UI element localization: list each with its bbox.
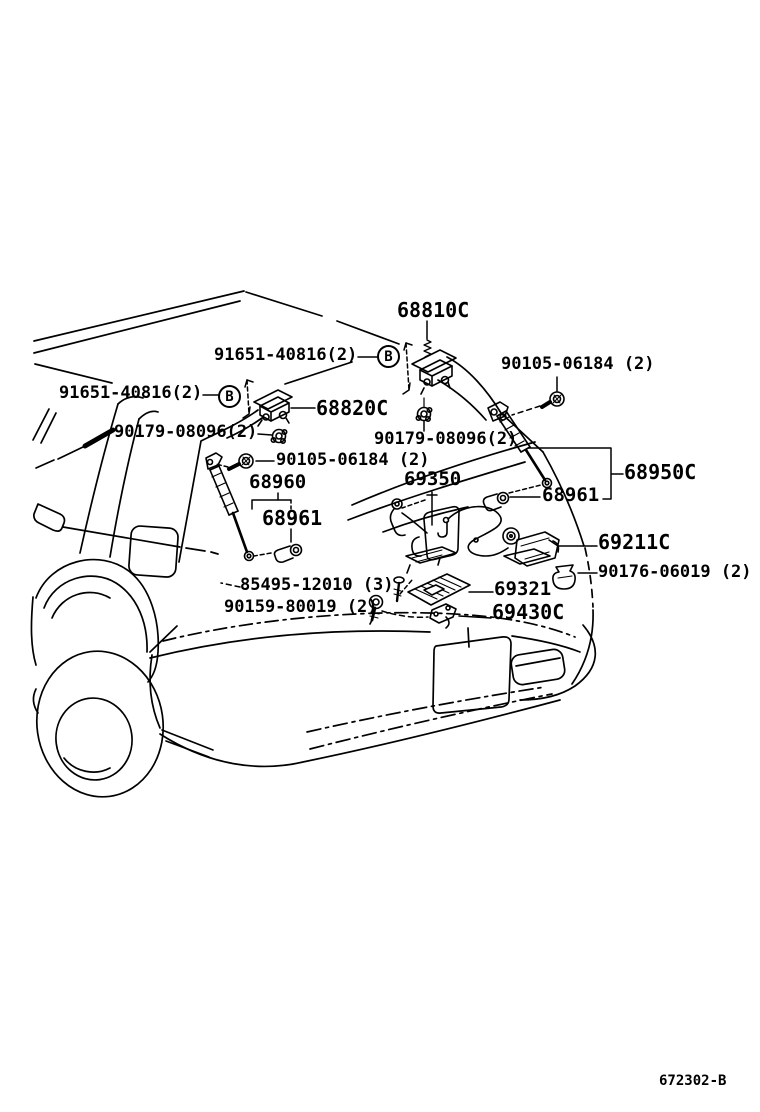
- bumper-bottom: [160, 700, 560, 766]
- part-label-69321: 69321: [494, 578, 552, 600]
- leader-90179-left: [258, 434, 272, 435]
- door-handle: [34, 504, 65, 531]
- part-label-68960: 68960: [249, 471, 307, 493]
- part-label-91651-top: 91651-40816(2): [214, 345, 358, 365]
- part-label-68820c: 68820C: [316, 396, 389, 420]
- left-body-edge: [31, 597, 36, 665]
- part-label-90179-right: 90179-08096(2): [374, 429, 518, 449]
- part-label-69211c: 69211C: [598, 530, 671, 554]
- right-hinge-68810c-drawing: [412, 340, 456, 394]
- clip-nut-left-drawing: [271, 430, 286, 444]
- part-label-68810c: 68810C: [397, 298, 470, 322]
- license-plate-recess: [433, 637, 511, 713]
- striker-69430c-drawing: [430, 604, 456, 628]
- belt-trim-thin: [36, 447, 83, 468]
- wheel-rim: [51, 693, 138, 785]
- roof-rail-far: [246, 292, 399, 344]
- bumper-top-right: [512, 636, 580, 652]
- part-label-69350: 69350: [404, 468, 462, 490]
- roof-rail-near-inner: [34, 301, 240, 353]
- part-label-90176: 90176-06019 (2): [598, 562, 752, 582]
- dash-68961-left: [254, 553, 271, 556]
- callout-marker-b-right: B: [377, 345, 400, 368]
- fender-arch-lip: [44, 576, 147, 652]
- rocker-lines: [162, 730, 213, 757]
- leader-69350: [427, 492, 437, 525]
- right-bumper-corner: [572, 610, 593, 684]
- lock-69350-drawing: [390, 499, 459, 573]
- pillar-slashes: [33, 409, 56, 443]
- part-label-90159: 90159-80019 (2): [224, 597, 378, 617]
- fender-arch-outer: [36, 560, 158, 682]
- part-label-68961-left: 68961: [262, 506, 323, 530]
- part-label-90105-right: 90105-06184 (2): [501, 354, 655, 374]
- part-label-90105-left: 90105-06184 (2): [276, 450, 430, 470]
- part-label-68961-right: 68961: [542, 484, 600, 506]
- hatch-top-edge: [285, 362, 352, 384]
- bumper-protector: [510, 648, 566, 686]
- hinge-install-arrow-right: [403, 343, 412, 394]
- part-label-91651-left: 91651-40816(2): [59, 383, 203, 403]
- bumper-crease-1: [310, 694, 552, 749]
- clip-nut-right-drawing: [416, 398, 431, 421]
- part-label-85495: 85495-12010 (3): [240, 575, 394, 595]
- hatch-right-edge-inner: [438, 380, 486, 420]
- roof-rail-short: [35, 364, 112, 383]
- dash-85495-left: [221, 583, 240, 587]
- latch-drawing: [503, 528, 559, 566]
- garnish-69321-drawing: [408, 574, 470, 605]
- dash-68961-right: [509, 485, 541, 493]
- dash-90105-right: [512, 406, 540, 415]
- doc-code: 672302-B: [659, 1073, 727, 1089]
- screw-85495-drawing: [394, 577, 404, 601]
- beltline-crease: [63, 527, 218, 554]
- fender-arch-lip2: [52, 592, 110, 618]
- right-body-dashed: [585, 548, 593, 607]
- bolt-right-drawing: [542, 392, 564, 407]
- cable-69211c-drawing: [444, 507, 509, 556]
- fuel-door: [128, 525, 178, 577]
- part-label-69430c: 69430C: [492, 600, 565, 624]
- hinge-install-arrow-left: [243, 380, 253, 418]
- grommet-68961-left-drawing: [274, 545, 301, 563]
- grommet-90176-drawing: [553, 565, 575, 589]
- part-label-90179-left: 90179-08096(2): [114, 422, 258, 442]
- callout-marker-b-left: B: [218, 385, 241, 408]
- part-label-68950c: 68950C: [624, 460, 697, 484]
- license-plate-tick: [468, 628, 469, 647]
- dash-69350: [402, 500, 425, 508]
- bolt-left-drawing: [229, 454, 253, 469]
- roof-rail-near: [34, 291, 244, 341]
- bumper-protector-line: [516, 658, 560, 666]
